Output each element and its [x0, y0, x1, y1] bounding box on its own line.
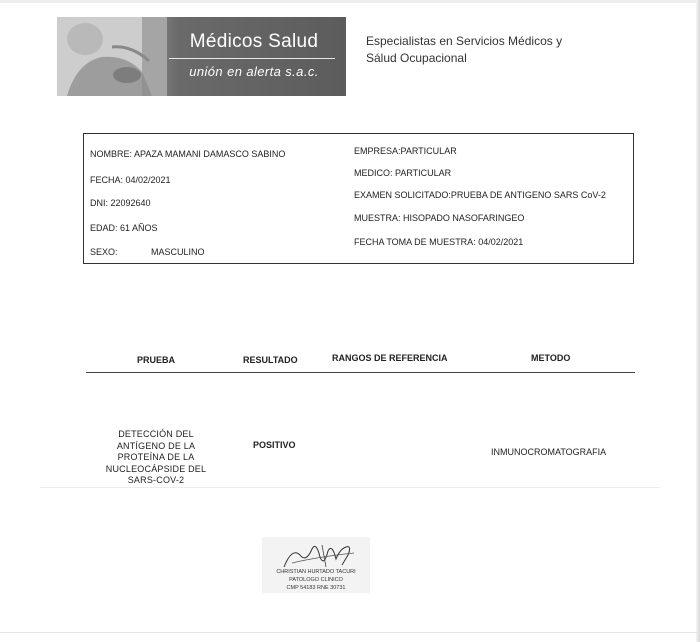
patient-empresa: EMPRESA:PARTICULAR: [354, 146, 457, 156]
patient-medico: MEDICO: PARTICULAR: [354, 168, 452, 178]
result-resultado: POSITIVO: [253, 440, 296, 450]
prueba-line: NUCLEOCÁPSIDE DEL: [105, 463, 207, 474]
signature-scribble-icon: [262, 537, 370, 573]
patient-sexo: [90, 247, 205, 257]
patient-fecha: FECHA: 04/02/2021: [90, 175, 171, 185]
patient-examen: EXAMEN SOLICITADO:PRUEBA DE ANTIGENO SARS CoV-2: [354, 190, 606, 200]
company-subtitle: [366, 33, 626, 67]
patient-muestra: MUESTRA: HISOPADO NASOFARINGEO: [354, 213, 525, 223]
subtitle-line-2: Sálud Ocupacional: [366, 51, 467, 65]
prueba-line: DETECCIÓN DEL: [118, 429, 194, 439]
sexo-value: MASCULINO: [151, 247, 205, 257]
table-header-rule: [86, 372, 635, 373]
logo-photo-icon: [57, 17, 167, 96]
scan-edge-top: [0, 0, 700, 3]
header-resultado: RESULTADO: [243, 355, 298, 365]
result-metodo: INMUNOCROMATOGRAFIA: [491, 447, 607, 457]
company-logo: [57, 17, 346, 96]
scan-edge-right: [696, 0, 700, 642]
subtitle-line-1: Especialistas en Servicios Médicos y: [366, 34, 563, 48]
scan-streak: [40, 487, 660, 488]
header-rangos: RANGOS DE REFERENCIA: [332, 353, 448, 363]
sexo-label: SEXO:: [90, 247, 118, 257]
patient-fecha-toma: FECHA TOMA DE MUESTRA: 04/02/2021: [354, 237, 524, 247]
prueba-line: ANTÍGENO DE LA: [116, 440, 196, 451]
signature-registry: CMP 54183 RNE 30731: [286, 585, 346, 591]
prueba-line: SARS-COV-2: [127, 475, 185, 485]
patient-nombre: NOMBRE: APAZA MAMANI DAMASCO SABINO: [90, 149, 286, 159]
patient-edad: EDAD: 61 AÑOS: [90, 223, 158, 233]
logo-divider: [169, 58, 335, 59]
patient-info-box: [83, 133, 634, 264]
header-prueba: PRUEBA: [137, 355, 176, 365]
logo-tagline: unión en alerta s.a.c.: [189, 64, 319, 79]
scan-streak: [0, 632, 700, 633]
signature-name: CHRISTIAN HURTADO TACURI: [276, 569, 356, 575]
prueba-line: PROTEÍNA DE LA: [117, 452, 195, 462]
patient-dni: DNI: 22092640: [90, 198, 151, 208]
result-prueba: [99, 429, 213, 487]
signature-stamp: [262, 537, 370, 593]
logo-brand-name: Médicos Salud: [189, 31, 319, 52]
header-metodo: METODO: [531, 353, 571, 363]
signature-title: PATOLOGO CLINICO: [289, 577, 343, 583]
